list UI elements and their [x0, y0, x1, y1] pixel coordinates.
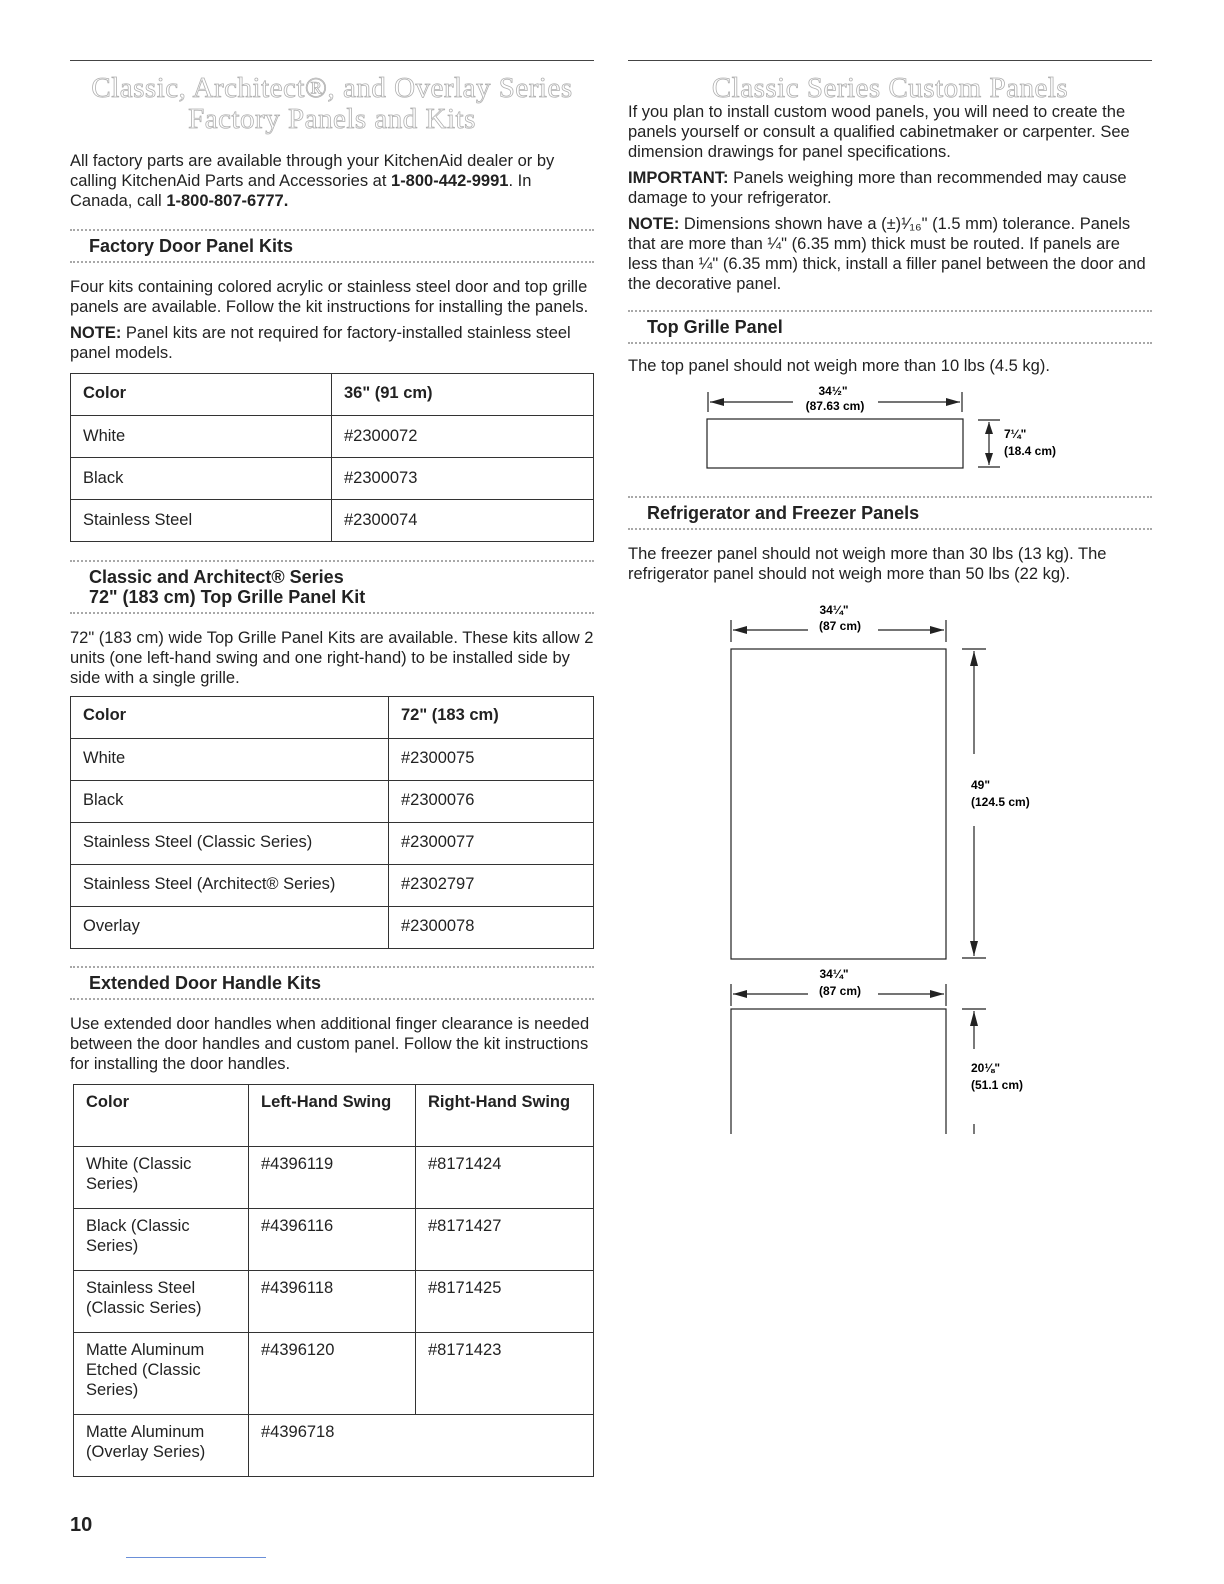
page-number: 10 — [70, 1514, 93, 1536]
section-title-factory — [70, 73, 594, 135]
arrowhead — [985, 422, 993, 434]
table-row: Overlay #2300078 — [71, 907, 594, 949]
fridge-width-label-metric: (87 cm) — [818, 619, 862, 633]
freezer-height-label: 20⅛" — [971, 1061, 1001, 1075]
table-header-row: Color Left-Hand Swing Right-Hand Swing — [74, 1085, 594, 1147]
table-row: Stainless Steel (Architect® Series) #2302797 — [71, 865, 594, 907]
height-label: 7¼" — [1004, 427, 1027, 441]
table-row: Black #2300076 — [71, 781, 594, 823]
table-row: Black #2300073 — [71, 458, 594, 500]
table-row: Stainless Steel (Classic Series) #2300077 — [71, 823, 594, 865]
table-row: Black (Classic Series) #4396116 #8171427 — [74, 1209, 594, 1271]
fridge-height-label: 49" — [971, 778, 991, 792]
heading-grille-kit: Classic and Architect® Series 72" (183 cm) Top Grille Panel Kit — [70, 560, 594, 614]
arrowhead — [946, 398, 960, 406]
freezer-width-label: 34¼" — [819, 967, 849, 981]
fridge-width-label: 34¼" — [819, 603, 849, 617]
arrowhead — [733, 626, 747, 634]
freezer-width-label-metric: (87 cm) — [818, 984, 862, 998]
left-column — [70, 60, 594, 1477]
heading-handle-kits: Extended Door Handle Kits — [70, 966, 594, 1000]
heading-fridge-freezer: Refrigerator and Freezer Panels — [628, 496, 1152, 530]
title-line-2: Factory Panels and Kits — [188, 103, 476, 135]
table-row: Matte Aluminum (Overlay Series) #4396718 — [74, 1415, 594, 1477]
table-row: Matte Aluminum Etched (Classic Series) #4396120 #8171423 — [74, 1333, 594, 1415]
table-row: Stainless Steel (Classic Series) #4396118 #8171425 — [74, 1271, 594, 1333]
top-rule — [628, 60, 1152, 61]
fridge-height-label-metric: (124.5 cm) — [971, 795, 1030, 809]
important-paragraph: IMPORTANT: Panels weighing more than recommended may cause damage to your refrigerator. — [628, 169, 1127, 207]
top-rule — [70, 60, 594, 61]
handle-kits-table — [73, 1084, 594, 1477]
table-row: White (Classic Series) #4396119 #8171424 — [74, 1147, 594, 1209]
heading-door-kits: Factory Door Panel Kits — [70, 229, 594, 263]
phone-number-canada: 1-800-807-6777. — [166, 192, 289, 210]
grille-kit-body: 72" (183 cm) wide Top Grille Panel Kits are available. These kits allow 2 units (one left-hand swing and one right-hand) to be installed side by side with a single grille. — [70, 629, 594, 687]
tolerance-note: NOTE: Dimensions shown have a (±)¹⁄₁₆" (1.5 mm) tolerance. Panels that are more than ¼" (6.35 mm) thick must be routed. If panels are less than ¼" (6.35 mm) thick, install a filler panel between the door and the decorative panel. — [628, 215, 1146, 293]
title-line-1: Classic, Architect®, and Overlay Series — [91, 72, 573, 104]
handle-kits-body: Use extended door handles when additional finger clearance is needed between the door handles and custom panel. Follow the kit instructions for installing the door handles. — [70, 1015, 590, 1073]
door-kits-note: NOTE: Panel kits are not required for factory-installed stainless steel panel models. — [70, 324, 571, 362]
door-kits-table — [70, 373, 594, 542]
freezer-panel-outline — [731, 1009, 946, 1134]
table-row: White #2300072 — [71, 416, 594, 458]
footer-rule — [126, 1557, 266, 1558]
table-header-row: Color 36" (91 cm) — [71, 374, 594, 416]
top-grille-diagram — [628, 382, 1152, 482]
arrowhead — [930, 990, 944, 998]
right-column — [628, 60, 1152, 1134]
arrowhead — [930, 626, 944, 634]
top-grille-panel-outline — [707, 419, 963, 468]
grille-kit-table — [70, 696, 594, 949]
table-row: Stainless Steel #2300074 — [71, 500, 594, 542]
door-kits-body: Four kits containing colored acrylic or stainless steel door and top grille panels are available. Follow the kit instructions for installing the panels. — [70, 278, 589, 316]
table-header-row: Color 72" (183 cm) — [71, 697, 594, 739]
refrigerator-panel-outline — [731, 649, 946, 959]
phone-number: 1-800-442-9991 — [391, 172, 509, 190]
heading-top-grille: Top Grille Panel — [628, 310, 1152, 344]
arrowhead — [970, 1011, 978, 1026]
intro-paragraph: All factory parts are available through your KitchenAid dealer or by calling KitchenAid Parts and Accessories at 1-800-442-9991. In Canada, call 1-800-807-6777. — [70, 152, 555, 210]
width-label: 34½" — [818, 384, 848, 398]
custom-intro: If you plan to install custom wood panels, you will need to create the panels yourself or consult a qualified cabinetmaker or carpenter. See dimension drawings for panel specifications. — [628, 103, 1130, 161]
section-title-custom-panels: Classic Series Custom Panels — [711, 72, 1069, 104]
arrowhead — [710, 398, 724, 406]
arrowhead — [985, 453, 993, 465]
top-grille-body: The top panel should not weigh more than 10 lbs (4.5 kg). — [628, 357, 1050, 375]
width-label-metric: (87.63 cm) — [805, 399, 865, 413]
arrowhead — [970, 941, 978, 956]
arrowhead — [733, 990, 747, 998]
arrowhead — [970, 651, 978, 666]
freezer-height-label-metric: (51.1 cm) — [971, 1078, 1024, 1092]
fridge-freezer-body: The freezer panel should not weigh more than 30 lbs (13 kg). The refrigerator panel should not weigh more than 50 lbs (22 kg). — [628, 545, 1107, 583]
table-row: White #2300075 — [71, 739, 594, 781]
height-label-metric: (18.4 cm) — [1004, 444, 1057, 458]
fridge-freezer-diagram — [628, 594, 1152, 1134]
